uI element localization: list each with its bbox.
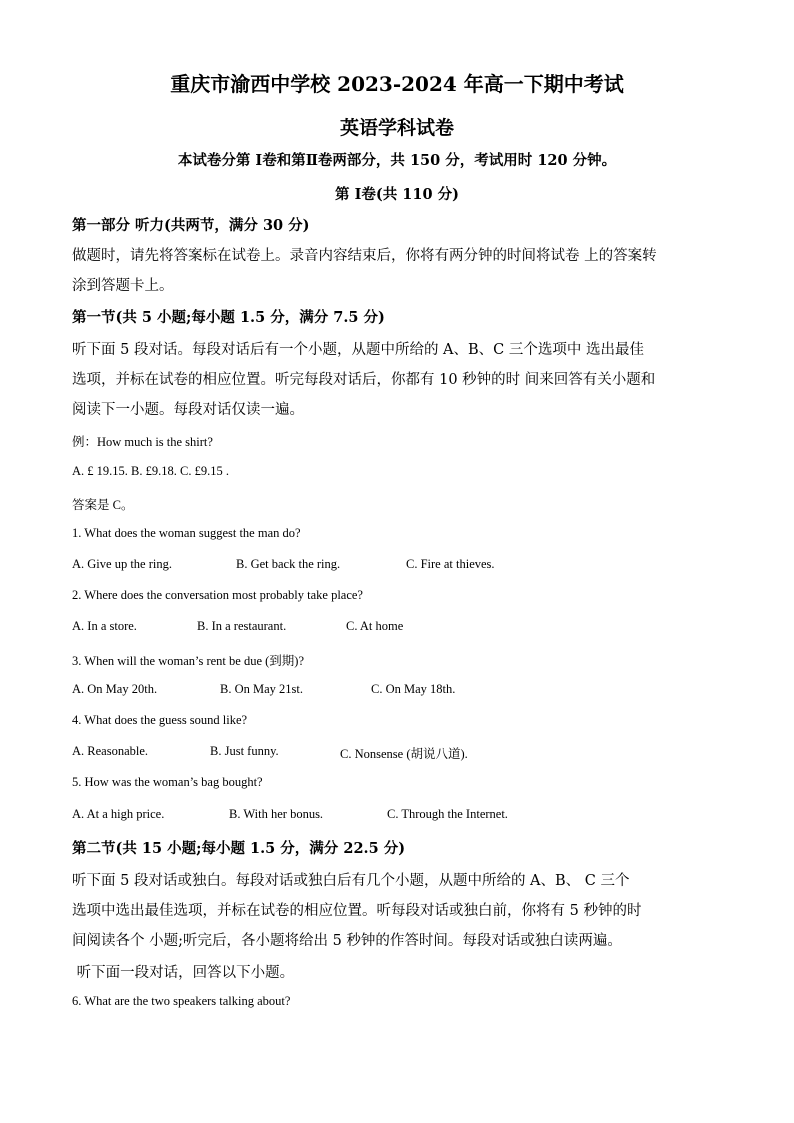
section2-instruction-line-2: 选项中选出最佳选项，并标在试卷的相应位置。听每段对话或独白前，你将有 5 秒钟的时 bbox=[72, 903, 642, 919]
question-1-option-c: C. Fire at thieves. bbox=[406, 557, 495, 571]
part1-intro-line-2: 涂到答题卡上。 bbox=[72, 278, 174, 294]
part1-intro-line-1: 做题时，请先将答案标在试卷上。录音内容结束后，你将有两分钟的时间将试卷 上的答案转 bbox=[72, 248, 657, 264]
section2-instruction-line-3: 间阅读各个 小题;听完后，各小题将给出 5 秒钟的作答时间。每段对话或独白读两遍。 bbox=[72, 933, 622, 949]
question-2-option-b: B. In a restaurant. bbox=[197, 619, 287, 633]
question-1-option-b: B. Get back the ring. bbox=[236, 557, 341, 571]
question-2-option-c: C. At home bbox=[346, 619, 404, 633]
example-answer: 答案是 C。 bbox=[72, 498, 134, 512]
question-5-option-b: B. With her bonus. bbox=[229, 807, 324, 821]
question-5-option-c: C. Through the Internet. bbox=[387, 807, 508, 821]
question-2: 2. Where does the conversation most probably take place? bbox=[72, 588, 363, 602]
question-4-option-c: C. Nonsense (胡说八道). bbox=[340, 747, 468, 761]
section1-heading: 第一节(共 5 小题;每小题 1.5 分，满分 7.5 分) bbox=[72, 309, 385, 326]
question-3-option-a: A. On May 20th. bbox=[72, 682, 158, 696]
volume-title: 第 Ⅰ卷(共 110 分) bbox=[335, 186, 459, 203]
part1-heading: 第一部分 听力(共两节，满分 30 分) bbox=[72, 217, 310, 234]
exam-title: 重庆市渝西中学校 2023-2024 年高一下期中考试 bbox=[170, 72, 624, 96]
question-5: 5. How was the woman’s bag bought? bbox=[72, 775, 263, 789]
question-4-option-a: A. Reasonable. bbox=[72, 744, 149, 758]
example-question: 例：How much is the shirt? bbox=[72, 435, 213, 449]
section1-instruction-line-1: 听下面 5 段对话。每段对话后有一个小题，从题中所给的 A、B、C 三个选项中 选出最佳 bbox=[72, 342, 644, 358]
section1-instruction-line-2: 选项，并标在试卷的相应位置。听完每段对话后，你都有 10 秒钟的时 间来回答有关小题和 bbox=[72, 372, 656, 388]
question-6: 6. What are the two speakers talking about? bbox=[72, 994, 291, 1008]
question-5-option-a: A. At a high price. bbox=[72, 807, 165, 821]
section1-instruction-line-3: 阅读下一小题。每段对话仅读一遍。 bbox=[72, 402, 304, 418]
question-1-option-a: A. Give up the ring. bbox=[72, 557, 172, 571]
example-options: A. £ 19.15. B. £9.18. C. £9.15 . bbox=[72, 464, 229, 478]
section2-heading: 第二节(共 15 小题;每小题 1.5 分，满分 22.5 分) bbox=[72, 840, 406, 857]
subject-title: 英语学科试卷 bbox=[339, 117, 454, 139]
section2-sub-instruction: 听下面一段对话，回答以下小题。 bbox=[72, 965, 295, 981]
question-1: 1. What does the woman suggest the man do? bbox=[72, 526, 301, 540]
exam-note: 本试卷分第 Ⅰ卷和第Ⅱ卷两部分，共 150 分，考试用时 120 分钟。 bbox=[177, 152, 617, 169]
question-2-option-a: A. In a store. bbox=[72, 619, 137, 633]
section2-instruction-line-1: 听下面 5 段对话或独白。每段对话或独白后有几个小题，从题中所给的 A、B、 C 三个 bbox=[72, 873, 630, 889]
question-3-option-b: B. On May 21st. bbox=[220, 682, 303, 696]
question-4: 4. What does the guess sound like? bbox=[72, 713, 248, 727]
question-3: 3. When will the woman’s rent be due (到期)? bbox=[72, 654, 305, 668]
question-3-option-c: C. On May 18th. bbox=[371, 682, 456, 696]
question-4-option-b: B. Just funny. bbox=[210, 744, 279, 758]
